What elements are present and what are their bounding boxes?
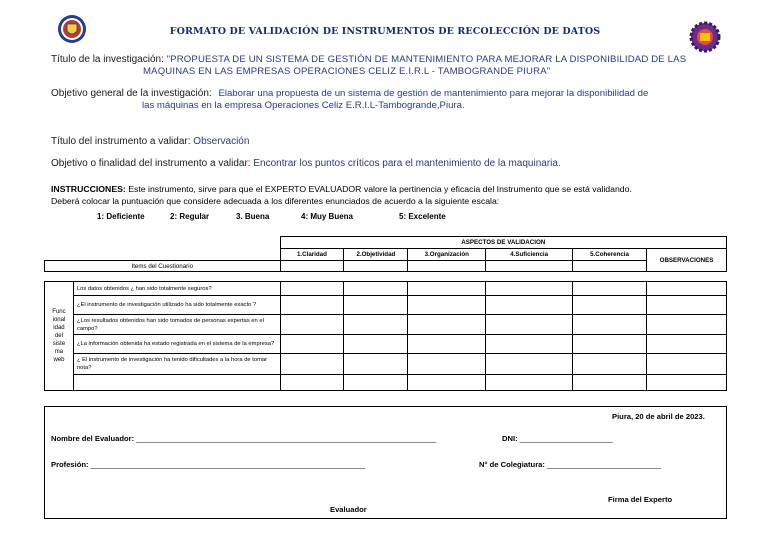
instrument-purpose-row bbox=[51, 158, 561, 170]
rating-cell[interactable] bbox=[486, 354, 573, 375]
research-title-row bbox=[51, 54, 741, 66]
rating-cell[interactable] bbox=[280, 354, 344, 375]
evaluator-name-row bbox=[51, 434, 436, 443]
instructions-label: INSTRUCCIONES: bbox=[51, 184, 126, 194]
column-header: 3.Organización bbox=[408, 249, 486, 261]
rating-cell[interactable] bbox=[486, 315, 573, 335]
general-objective-row bbox=[51, 88, 741, 100]
rating-cell[interactable] bbox=[408, 282, 486, 296]
rating-cell[interactable] bbox=[408, 315, 486, 335]
rating-cell[interactable] bbox=[408, 335, 486, 354]
expert-signature-label: Firma del Experto bbox=[608, 495, 673, 504]
question-cell: ¿Los resultados obtenidos han sido tomados de personas expertas en el campo? bbox=[73, 315, 280, 335]
question-cell: ¿ El instrumento de investigación ha tenido dificultades a la hora de tomar nota? bbox=[73, 354, 280, 375]
dni-row bbox=[502, 434, 613, 443]
general-objective-label: Objetivo general de la investigación: bbox=[51, 88, 212, 99]
question-cell bbox=[73, 375, 280, 391]
instructions-block bbox=[51, 183, 729, 207]
scale-item: 1: Deficiente bbox=[97, 212, 145, 221]
group-label: Func ional idad del siste ma web bbox=[45, 282, 74, 391]
instructions-line2: Deberá colocar la puntuación que considere adecuada a los diferentes enunciados de acuerdo a la siguiente escala: bbox=[51, 196, 500, 206]
rating-cell[interactable] bbox=[573, 315, 647, 335]
rating-cell[interactable] bbox=[486, 296, 573, 315]
observation-cell[interactable] bbox=[647, 335, 727, 354]
evaluator-name-label: Nombre del Evaluador: bbox=[51, 434, 135, 443]
instrument-purpose-label: Objetivo o finalidad del instrumento a validar: bbox=[51, 158, 251, 169]
question-cell: Los datos obtenidos ¿ han sido totalmente seguros? bbox=[73, 282, 280, 296]
question-cell: ¿El instrumento de investigación utilizado ha sido totalmente exacto ? bbox=[73, 296, 280, 315]
rating-cell[interactable] bbox=[344, 282, 408, 296]
rating-cell[interactable] bbox=[344, 354, 408, 375]
rating-cell[interactable] bbox=[280, 282, 344, 296]
scale-item: 4: Muy Buena bbox=[301, 212, 354, 221]
university-seal-icon bbox=[57, 12, 87, 46]
license-label: N° de Colegiatura: bbox=[479, 460, 545, 469]
question-cell: ¿La información obtenida ha estado registrada en el sistema de la empresa? bbox=[73, 335, 280, 354]
rating-cell[interactable] bbox=[280, 375, 344, 391]
evaluator-name-field[interactable]: _______________________________________________________________________ bbox=[136, 434, 437, 443]
license-row bbox=[479, 460, 661, 469]
dni-label: DNI: bbox=[502, 434, 518, 443]
research-title-value-line2: MAQUINAS EN LAS EMPRESAS OPERACIONES CELIZ E.I.R.L - TAMBOGRANDE PIURA" bbox=[143, 66, 551, 77]
table-row bbox=[45, 354, 727, 375]
rating-cell[interactable] bbox=[344, 296, 408, 315]
instrument-purpose-value: Encontrar los puntos críticos para el mantenimiento de la maquinaria. bbox=[253, 158, 561, 169]
research-title-label: Título de la investigación: bbox=[51, 54, 164, 65]
rating-cell[interactable] bbox=[280, 315, 344, 335]
observation-cell[interactable] bbox=[647, 315, 727, 335]
evaluator-label: Evaluador bbox=[330, 505, 367, 514]
rating-cell[interactable] bbox=[344, 315, 408, 335]
rating-cell[interactable] bbox=[408, 375, 486, 391]
scale-item: 3. Buena bbox=[236, 212, 270, 221]
profession-label: Profesión: bbox=[51, 460, 89, 469]
rating-cell[interactable] bbox=[486, 335, 573, 354]
dni-field[interactable]: ______________________ bbox=[519, 434, 613, 443]
rating-cell[interactable] bbox=[486, 282, 573, 296]
scale-item: 5: Excelente bbox=[399, 212, 446, 221]
general-objective-value-line2: las máquinas en la empresa Operaciones Celiz E.R.I.L-Tambogrande,Piura. bbox=[142, 100, 465, 111]
validation-table bbox=[44, 236, 727, 391]
profession-field[interactable]: _________________________________________________________________ bbox=[90, 460, 366, 469]
rating-cell[interactable] bbox=[344, 375, 408, 391]
signature-date: Piura, 20 de abril de 2023. bbox=[612, 412, 705, 421]
table-row bbox=[45, 315, 727, 335]
gear-emblem-icon bbox=[686, 20, 724, 54]
table-row bbox=[45, 282, 727, 296]
instrument-title-row bbox=[51, 136, 249, 148]
rating-cell[interactable] bbox=[408, 354, 486, 375]
document-title: FORMATO DE VALIDACIÓN DE INSTRUMENTOS DE RECOLECCIÓN DE DATOS bbox=[169, 26, 601, 37]
instrument-title-value: Observación bbox=[193, 136, 250, 147]
observations-header: OBSERVACIONES bbox=[647, 249, 727, 272]
rating-cell[interactable] bbox=[486, 375, 573, 391]
profession-row bbox=[51, 460, 365, 469]
instructions-line1: Este instrumento, sirve para que el EXPERTO EVALUADOR valore la pertinencia y eficacia del Instrumento que se está validando. bbox=[128, 184, 632, 194]
rating-cell[interactable] bbox=[573, 375, 647, 391]
table-row bbox=[45, 335, 727, 354]
rating-cell[interactable] bbox=[344, 335, 408, 354]
table-row bbox=[45, 375, 727, 391]
rating-cell[interactable] bbox=[408, 296, 486, 315]
column-header: 5.Coherencia bbox=[573, 249, 647, 261]
column-header: 2.Objetividad bbox=[344, 249, 408, 261]
license-field[interactable]: ___________________________ bbox=[547, 460, 662, 469]
rating-cell[interactable] bbox=[573, 296, 647, 315]
scale-item: 2: Regular bbox=[170, 212, 210, 221]
rating-cell[interactable] bbox=[573, 335, 647, 354]
observation-cell[interactable] bbox=[647, 282, 727, 296]
rating-cell[interactable] bbox=[573, 354, 647, 375]
rating-cell[interactable] bbox=[280, 296, 344, 315]
items-header: Items del Cuestionario bbox=[45, 261, 281, 272]
column-header: 4.Suficiencia bbox=[486, 249, 573, 261]
research-title-value: "PROPUESTA DE UN SISTEMA DE GESTIÓN DE MANTENIMIENTO PARA MEJORAR LA DISPONIBILIDAD DE LAS bbox=[166, 54, 687, 65]
observation-cell[interactable] bbox=[647, 354, 727, 375]
observation-cell[interactable] bbox=[647, 296, 727, 315]
rating-cell[interactable] bbox=[573, 282, 647, 296]
instrument-title-label: Título del instrumento a validar: bbox=[51, 136, 191, 147]
table-row bbox=[45, 296, 727, 315]
validation-aspects-header: ASPECTOS DE VALIDACION bbox=[280, 237, 727, 249]
general-objective-value: Elaborar una propuesta de un sistema de gestión de mantenimiento para mejorar la disponibilidad de bbox=[218, 88, 649, 99]
column-header: 1.Claridad bbox=[280, 249, 344, 261]
rating-cell[interactable] bbox=[280, 335, 344, 354]
observation-cell[interactable] bbox=[647, 375, 727, 391]
